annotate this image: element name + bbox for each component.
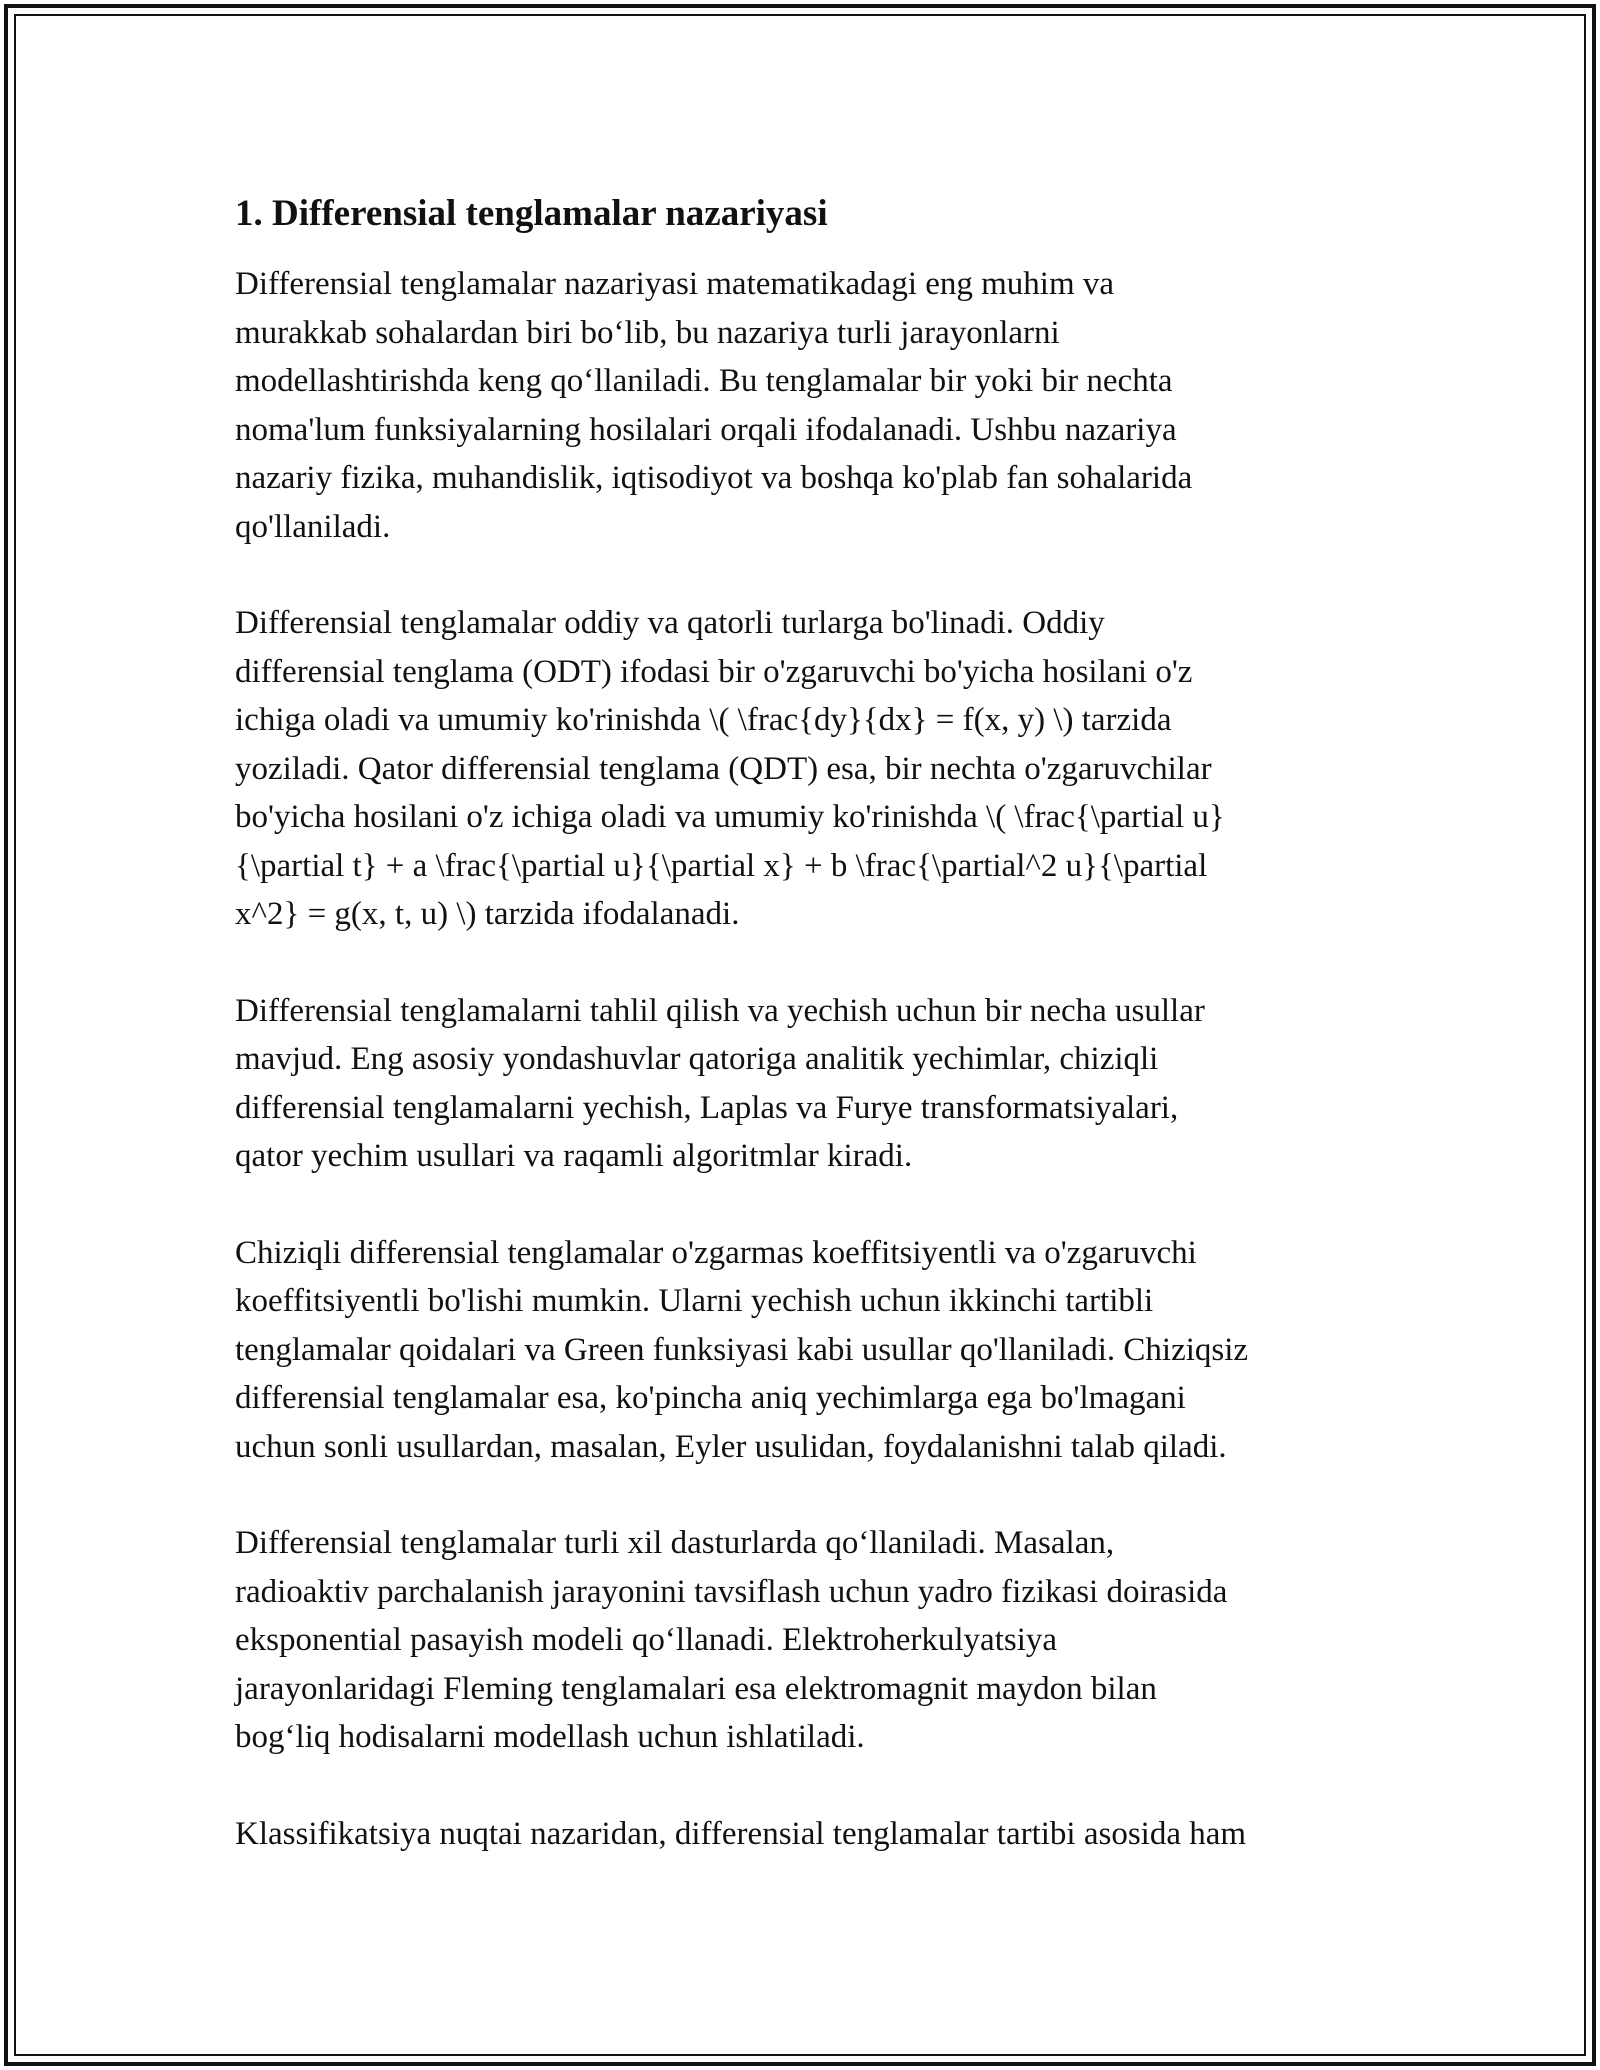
- paragraph: [235, 599, 1365, 939]
- paragraph-line: yoziladi. Qator differensial tenglama (QDT) esa, bir nechta o'zgaruvchilar: [235, 750, 1212, 787]
- paragraph-line: Differensial tenglamalar turli xil dasturlarda qo‘llaniladi. Masalan,: [235, 1525, 1115, 1561]
- paragraph-line: Differensial tenglamalar nazariyasi matematikadagi eng muhim va: [235, 266, 1115, 302]
- paragraph: [235, 1810, 1365, 1859]
- paragraph-line: tenglamalar qoidalari va Green funksiyasi kabi usullar qo'llaniladi. Chiziqsiz: [235, 1331, 1249, 1368]
- paragraph-line: modellashtirishda keng qo‘llaniladi. Bu tenglamalar bir yoki bir nechta: [235, 363, 1173, 399]
- paragraph-line: x^2} = g(x, t, u) \) tarzida ifodalanadi.: [235, 896, 740, 932]
- paragraph-line: bo'yicha hosilani o'z ichiga oladi va umumiy ko'rinishda \( \frac{\partial u}: [235, 799, 1225, 835]
- paragraph-line: mavjud. Eng asosiy yondashuvlar qatoriga analitik yechimlar, chiziqli: [235, 1041, 1159, 1077]
- document-body: [235, 186, 1365, 1906]
- section-heading: 1. Differensial tenglamalar nazariyasi: [235, 193, 828, 234]
- paragraph-line: jarayonlaridagi Fleming tenglamalari esa elektromagnit maydon bilan: [235, 1670, 1157, 1707]
- paragraph-line: koeffitsiyentli bo'lishi mumkin. Ularni yechish uchun ikkinchi tartibli: [235, 1283, 1154, 1319]
- paragraph: [235, 987, 1365, 1181]
- paragraph-line: eksponential pasayish modeli qo‘llanadi. Elektroherkulyatsiya: [235, 1622, 1058, 1658]
- paragraph-line: differensial tenglamalar esa, ko'pincha aniq yechimlarga ega bo'lmagani: [235, 1380, 1186, 1416]
- paragraph: [235, 1519, 1365, 1762]
- paragraph: [235, 1229, 1365, 1472]
- paragraph-line: radioaktiv parchalanish jarayonini tavsiflash uchun yadro fizikasi doirasida: [235, 1573, 1228, 1610]
- paragraph-line: differensial tenglamalarni yechish, Laplas va Furye transformatsiyalari,: [235, 1089, 1179, 1126]
- paragraph-line: noma'lum funksiyalarning hosilalari orqali ifodalanadi. Ushbu nazariya: [235, 411, 1177, 448]
- paragraph-container: [235, 260, 1365, 1858]
- paragraph-line: Chiziqli differensial tenglamalar o'zgarmas koeffitsiyentli va o'zgaruvchi: [235, 1234, 1197, 1271]
- paragraph-line: nazariy fizika, muhandislik, iqtisodiyot va boshqa ko'plab fan sohalarida: [235, 460, 1193, 496]
- paragraph-line: Klassifikatsiya nuqtai nazaridan, differensial tenglamalar tartibi asosida ham: [235, 1815, 1247, 1852]
- paragraph-line: qo'llaniladi.: [235, 508, 391, 545]
- paragraph: [235, 260, 1365, 551]
- paragraph-line: ichiga oladi va umumiy ko'rinishda \( \frac{dy}{dx} = f(x, y) \) tarzida: [235, 702, 1172, 738]
- paragraph-line: qator yechim usullari va raqamli algoritmlar kiradi.: [235, 1138, 913, 1174]
- paragraph-line: Differensial tenglamalar oddiy va qatorli turlarga bo'linadi. Oddiy: [235, 605, 1105, 641]
- paragraph-line: bog‘liq hodisalarni modellash uchun ishlatiladi.: [235, 1719, 865, 1755]
- paragraph-line: differensial tenglama (ODT) ifodasi bir o'zgaruvchi bo'yicha hosilani o'z: [235, 653, 1193, 690]
- paragraph-line: murakkab sohalardan biri bo‘lib, bu nazariya turli jarayonlarni: [235, 314, 1060, 351]
- paragraph-line: {\partial t} + a \frac{\partial u}{\partial x} + b \frac{\partial^2 u}{\partial: [235, 847, 1208, 884]
- paragraph-line: uchun sonli usullardan, masalan, Eyler usulidan, foydalanishni talab qiladi.: [235, 1428, 1227, 1465]
- paragraph-line: Differensial tenglamalarni tahlil qilish va yechish uchun bir necha usullar: [235, 992, 1205, 1029]
